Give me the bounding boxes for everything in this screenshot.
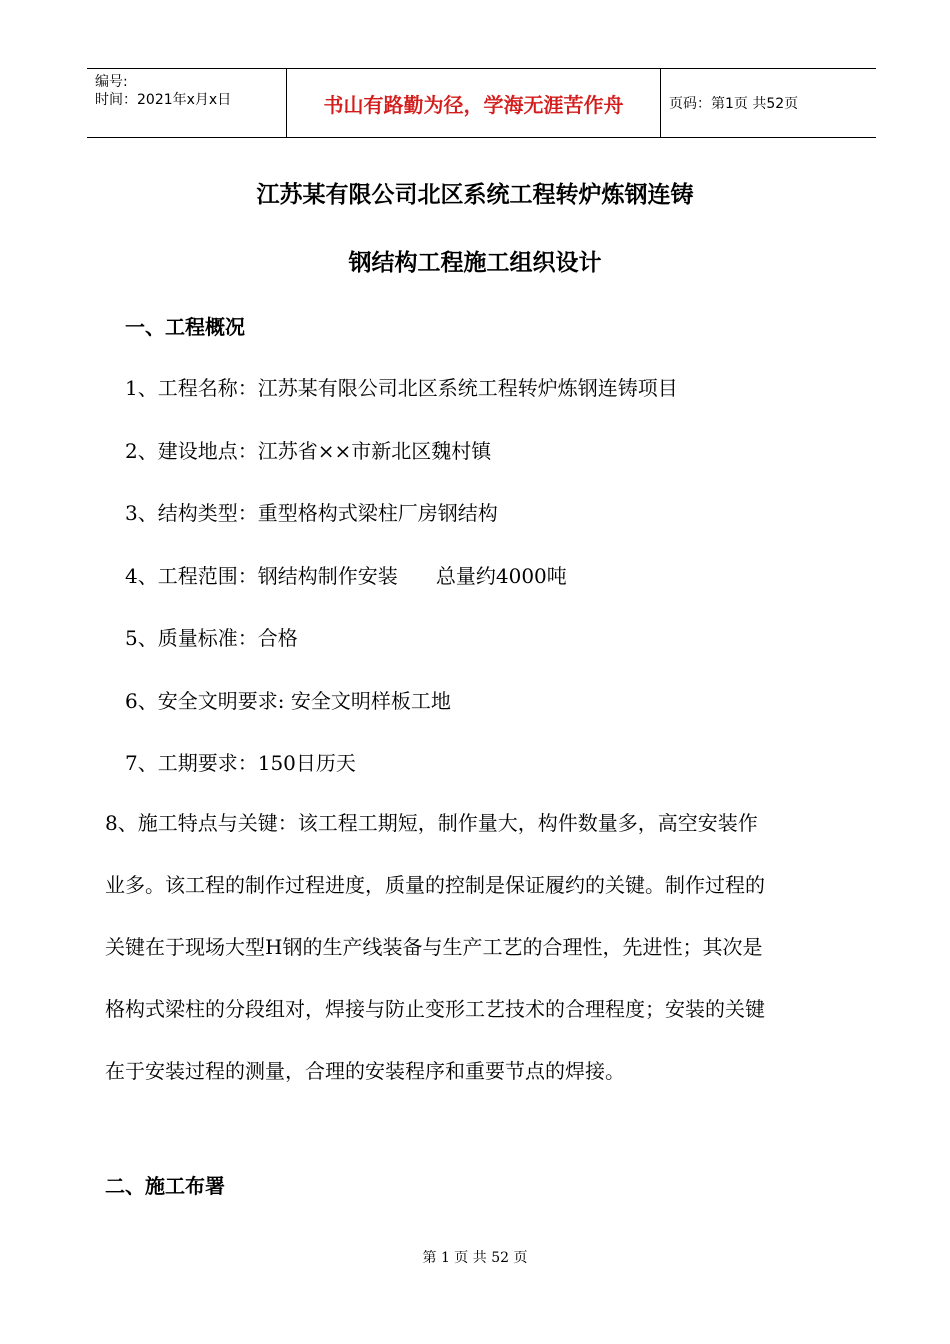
document-title-line2: 钢结构工程施工组织设计: [348, 250, 602, 276]
paragraph-line: 8、施工特点与关键：该工程工期短，制作量大，构件数量多，高空安装作: [105, 811, 758, 835]
list-item: 4、工程范围：钢结构制作安装 总量约4000吨: [125, 564, 567, 588]
list-item: 6、安全文明要求: 安全文明样板工地: [125, 689, 451, 713]
number-label: 编号:: [95, 74, 128, 90]
list-item: 1、工程名称：江苏某有限公司北区系统工程转炉炼钢连铸项目: [125, 376, 678, 400]
paragraph-line: 在于安装过程的测量，合理的安装程序和重要节点的焊接。: [105, 1059, 625, 1083]
paragraph-line: 业多。该工程的制作过程进度，质量的控制是保证履约的关键。制作过程的: [105, 873, 765, 897]
page-header: [87, 68, 876, 138]
list-item: 2、建设地点：江苏省××市新北区魏村镇: [125, 439, 492, 463]
header-meta: [87, 69, 287, 137]
paragraph-item-8: [105, 808, 865, 1118]
header-page-info: 页码：第1页 共52页: [669, 96, 799, 112]
list-item: 5、质量标准：合格: [125, 626, 298, 650]
paragraph-line: 关键在于现场大型H钢的生产线装备与生产工艺的合理性，先进性；其次是: [105, 935, 763, 959]
paragraph-line: 格构式梁柱的分段组对，焊接与防止变形工艺技术的合理程度；安装的关键: [105, 997, 765, 1021]
list-item: 7、工期要求：150日历天: [125, 751, 356, 775]
time-label: 时间：2021年x月x日: [95, 92, 232, 108]
list-item: 3、结构类型：重型格构式梁柱厂房钢结构: [125, 501, 498, 525]
section-heading-1: 一、工程概况: [125, 315, 245, 339]
header-motto: 书山有路勤为径，学海无涯苦作舟: [287, 69, 661, 137]
document-title-line1: 江苏某有限公司北区系统工程转炉炼钢连铸: [256, 182, 694, 208]
section-heading-2: 二、施工布署: [105, 1174, 225, 1198]
page-footer: 第 1 页 共 52 页: [422, 1250, 528, 1266]
